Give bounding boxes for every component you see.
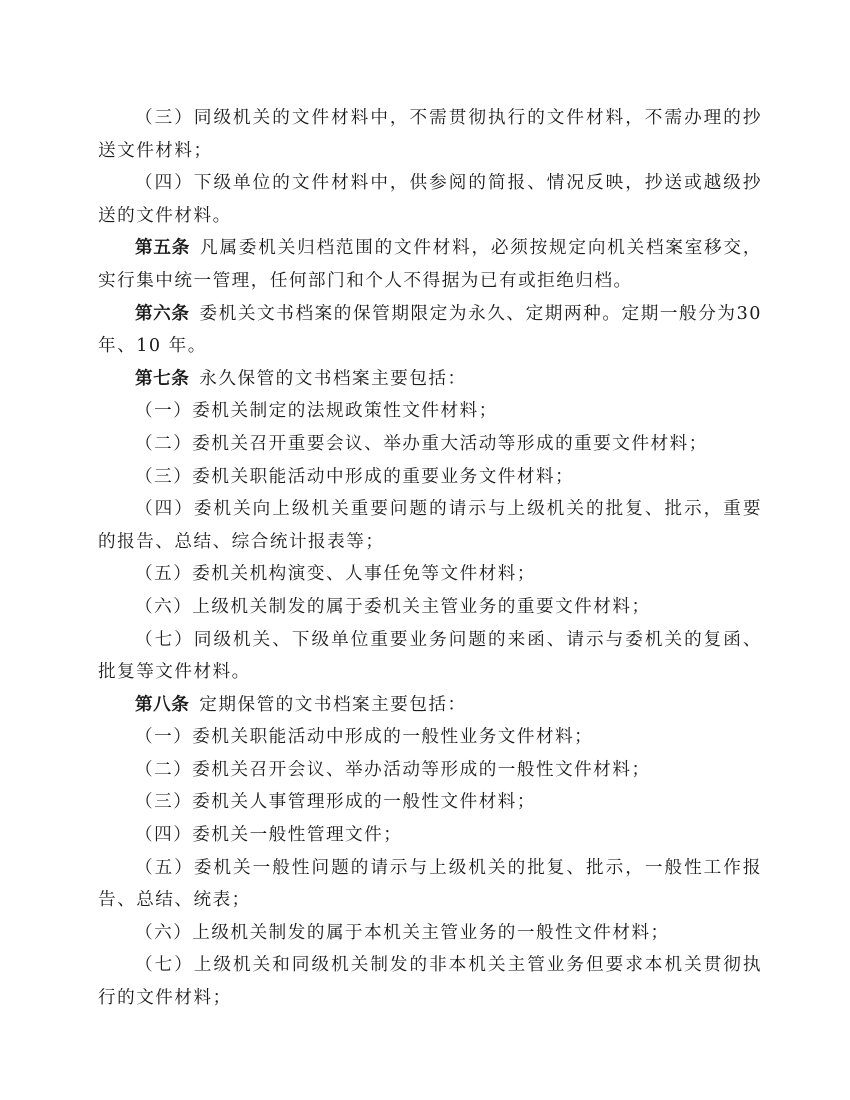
- list-item: [98, 624, 762, 689]
- paragraph-text: （四）委机关向上级机关重要问题的请示与上级机关的批复、批示，重要的报告、总结、综合统计报表等；: [98, 499, 762, 552]
- list-item: [98, 786, 762, 819]
- article-heading: 第七条: [135, 368, 190, 389]
- article-heading: 第八条: [135, 694, 190, 715]
- paragraph-text: （一）委机关职能活动中形成的一般性业务文件材料；: [135, 727, 594, 748]
- list-item: [98, 395, 762, 428]
- paragraph-text: （七）同级机关、下级单位重要业务问题的来函、请示与委机关的复函、批复等文件材料。: [98, 629, 762, 683]
- list-item: [98, 591, 762, 624]
- article-5: [98, 232, 762, 297]
- article-7: [98, 363, 762, 396]
- article-8: [98, 689, 762, 722]
- article-6: [98, 298, 762, 363]
- list-item: [98, 949, 762, 1014]
- paragraph-text: 凡属委机关归档范围的文件材料，必须按规定向机关档案室移交，实行集中统一管理，任何部门和个人不得据为已有或拒绝归档。: [98, 238, 762, 291]
- article-heading: 第六条: [135, 303, 190, 324]
- paragraph-text: （三）同级机关的文件材料中，不需贯彻执行的文件材料，不需办理的抄送文件材料；: [98, 108, 762, 161]
- list-item: [98, 461, 762, 494]
- paragraph-text: （六）上级机关制发的属于委机关主管业务的重要文件材料；: [135, 596, 651, 617]
- paragraph-text: （六）上级机关制发的属于本机关主管业务的一般性文件材料；: [135, 922, 670, 943]
- list-item: [98, 852, 762, 917]
- paragraph-text: （三）委机关人事管理形成的一般性文件材料；: [135, 792, 536, 813]
- paragraph-text: （二）委机关召开重要会议、举办重大活动等形成的重要文件材料；: [135, 433, 708, 454]
- list-item: [98, 428, 762, 461]
- paragraph-text: （四）委机关一般性管理文件；: [135, 825, 403, 846]
- paragraph-item-4: [98, 167, 762, 232]
- list-item: [98, 558, 762, 591]
- paragraph-item-3: [98, 102, 762, 167]
- list-item: [98, 819, 762, 852]
- paragraph-text: （五）委机关一般性问题的请示与上级机关的批复、批示，一般性工作报告、总结、统表；: [98, 857, 762, 911]
- paragraph-text: （七）上级机关和同级机关制发的非本机关主管业务但要求本机关贯彻执行的文件材料；: [98, 955, 762, 1009]
- article-heading: 第五条: [135, 238, 191, 259]
- paragraph-text: （三）委机关职能活动中形成的重要业务文件材料；: [135, 466, 575, 487]
- paragraph-text: （四）下级单位的文件材料中，供参阅的简报、情况反映，抄送或越级抄送的文件材料。: [98, 173, 762, 226]
- paragraph-text: 定期保管的文书档案主要包括：: [199, 694, 467, 715]
- paragraph-text: 委机关文书档案的保管期限定为永久、定期两种。定期一般分为30年、10 年。: [98, 303, 762, 357]
- paragraph-text: 永久保管的文书档案主要包括：: [199, 368, 467, 389]
- paragraph-text: （一）委机关制定的法规政策性文件材料；: [135, 401, 498, 422]
- paragraph-text: （二）委机关召开会议、举办活动等形成的一般性文件材料；: [135, 759, 651, 780]
- document-page: [98, 102, 762, 1015]
- list-item: [98, 493, 762, 558]
- list-item: [98, 721, 762, 754]
- list-item: [98, 917, 762, 950]
- paragraph-text: （五）委机关机构演变、人事任免等文件材料；: [135, 564, 536, 585]
- list-item: [98, 754, 762, 787]
